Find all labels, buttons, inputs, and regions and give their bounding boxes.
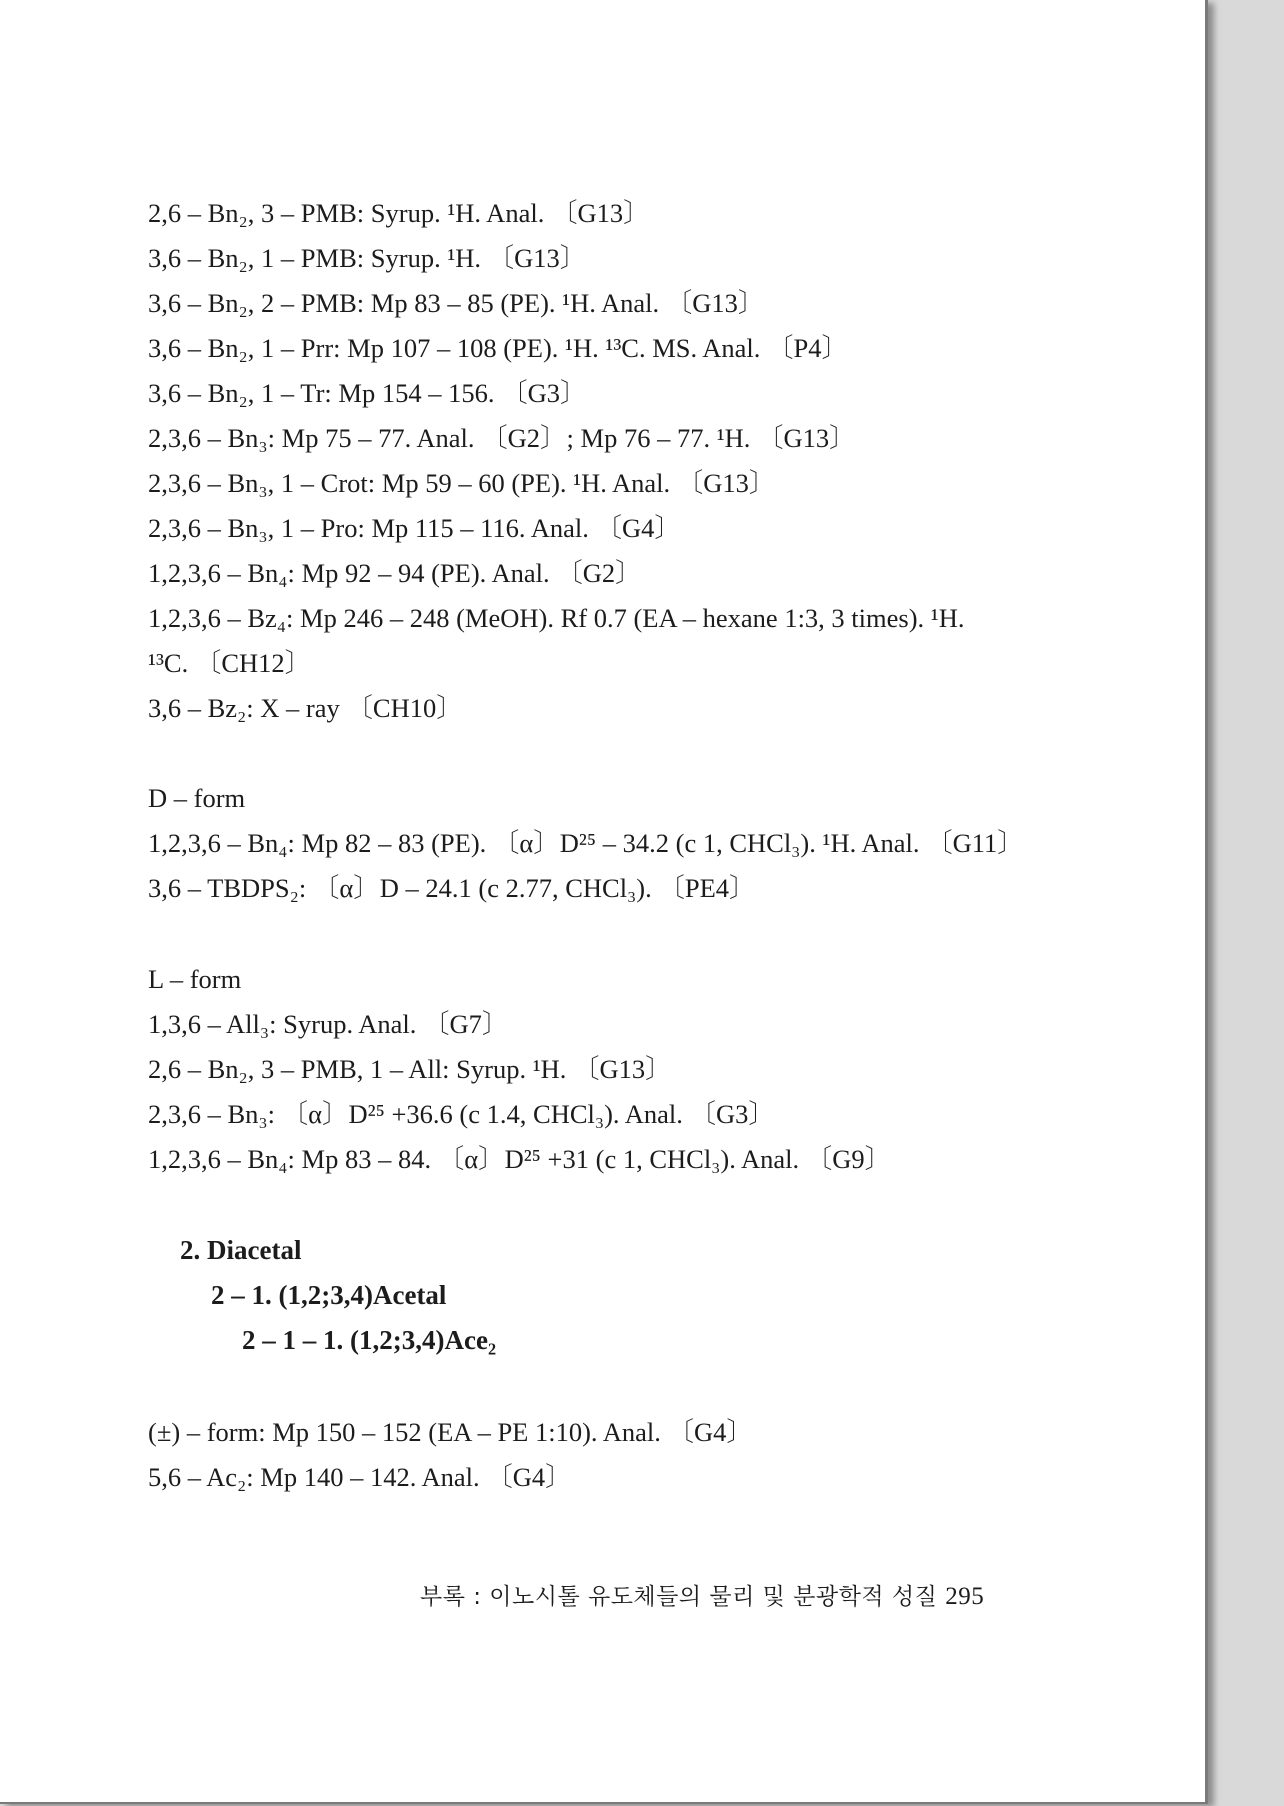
page-number: 295 <box>945 1583 985 1610</box>
entry-line: 2,3,6 – Bn₃: Mp 75 – 77. Anal. 〔G2〕; Mp 76 – 77. ¹H. 〔G13〕 <box>148 423 856 453</box>
entry-line: 2,3,6 – Bn₃, 1 – Pro: Mp 115 – 116. Anal. 〔G4〕 <box>148 513 681 543</box>
subheading-acetal: 2 – 1. (1,2;3,4)Acetal <box>211 1280 447 1310</box>
page-footer <box>420 1578 984 1611</box>
entry-line: 3,6 – Bn₂, 1 – Tr: Mp 154 – 156. 〔G3〕 <box>148 378 587 408</box>
entry-line: 1,2,3,6 – Bn₄: Mp 92 – 94 (PE). Anal. 〔G2〕 <box>148 558 642 588</box>
entry-line: 3,6 – Bn₂, 2 – PMB: Mp 83 – 85 (PE). ¹H. Anal. 〔G13〕 <box>148 288 765 318</box>
entry-line: 3,6 – Bn₂, 1 – Prr: Mp 107 – 108 (PE). ¹H. ¹³C. MS. Anal. 〔P4〕 <box>148 333 849 363</box>
section-label-l-form: L – form <box>148 964 242 994</box>
entry-line: 3,6 – Bz₂: X – ray 〔CH10〕 <box>148 693 463 723</box>
entry-line: 1,3,6 – All₃: Syrup. Anal. 〔G7〕 <box>148 1009 509 1039</box>
entry-line: 2,6 – Bn₂, 3 – PMB: Syrup. ¹H. Anal. 〔G13〕 <box>148 198 650 228</box>
entry-line: 3,6 – Bn₂, 1 – PMB: Syrup. ¹H. 〔G13〕 <box>148 243 587 273</box>
entry-line: 1,2,3,6 – Bz₄: Mp 246 – 248 (MeOH). Rf 0.7 (EA – hexane 1:3, 3 times). ¹H. <box>148 603 965 633</box>
subsubheading-ace2: 2 – 1 – 1. (1,2;3,4)Ace₂ <box>242 1325 497 1355</box>
entry-line: (±) – form: Mp 150 – 152 (EA – PE 1:10). Anal. 〔G4〕 <box>148 1417 753 1447</box>
entry-line: 5,6 – Ac₂: Mp 140 – 142. Anal. 〔G4〕 <box>148 1462 572 1492</box>
footer-title: 부록 : 이노시톨 유도체들의 물리 및 분광학적 성질 <box>420 1584 938 1610</box>
section-label-d-form: D – form <box>148 783 246 813</box>
entry-line: 1,2,3,6 – Bn₄: Mp 82 – 83 (PE). 〔α〕D²⁵ – 34.2 (c 1, CHCl₃). ¹H. Anal. 〔G11〕 <box>148 828 1024 858</box>
entry-line: 2,3,6 – Bn₃: 〔α〕D²⁵ +36.6 (c 1.4, CHCl₃). Anal. 〔G3〕 <box>148 1099 775 1129</box>
entry-line: 3,6 – TBDPS₂: 〔α〕D – 24.1 (c 2.77, CHCl₃). 〔PE4〕 <box>148 873 756 903</box>
entry-line: 2,6 – Bn₂, 3 – PMB, 1 – All: Syrup. ¹H. 〔G13〕 <box>148 1054 672 1084</box>
heading-diacetal: 2. Diacetal <box>180 1235 302 1265</box>
entry-line: ¹³C. 〔CH12〕 <box>148 648 312 678</box>
entry-line: 1,2,3,6 – Bn₄: Mp 83 – 84. 〔α〕D²⁵ +31 (c 1, CHCl₃). Anal. 〔G9〕 <box>148 1144 892 1174</box>
entry-line: 2,3,6 – Bn₃, 1 – Crot: Mp 59 – 60 (PE). ¹H. Anal. 〔G13〕 <box>148 468 776 498</box>
